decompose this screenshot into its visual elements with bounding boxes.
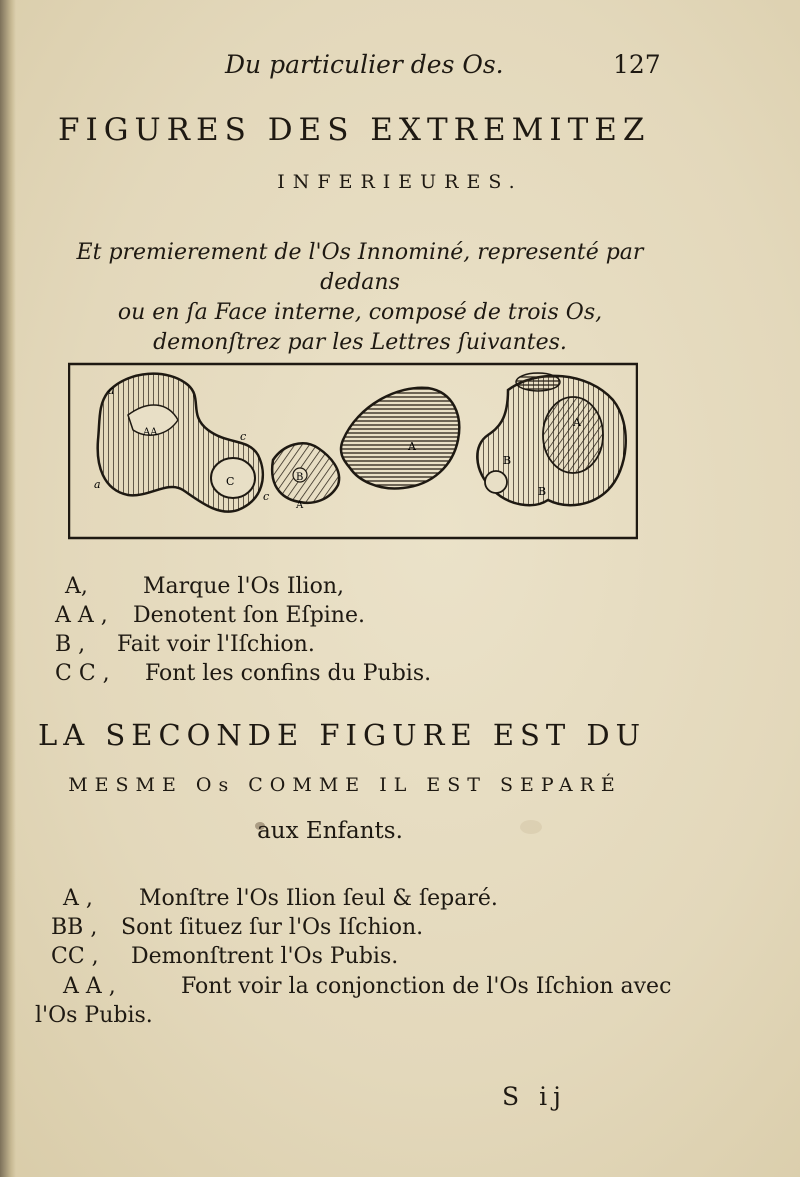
figure-label: B <box>503 454 512 467</box>
figure-label: c <box>263 490 270 503</box>
legend-key: A A , <box>55 603 108 628</box>
figure-label: B <box>296 472 304 483</box>
intro-line-1: Et premierement de l'Os Innominé, representé par dedans <box>76 240 644 295</box>
legend-key: CC , <box>51 944 99 969</box>
legend-key: A A , <box>63 974 116 999</box>
legend-text: Marque l'Os Ilion, <box>143 574 344 599</box>
legend-text: Fait voir l'Iſchion. <box>117 632 315 657</box>
section1-intro <box>40 238 680 358</box>
figure-label: A <box>296 500 304 511</box>
legend-row <box>51 913 498 942</box>
innominate-bone-right <box>477 373 625 505</box>
legend-row <box>55 601 431 630</box>
legend-second-figure <box>51 884 498 971</box>
figure-label: a <box>94 478 101 491</box>
figure-label: A <box>408 440 416 453</box>
section1-heading: FIGURES DES EXTREMITEZ <box>58 112 651 148</box>
section1-subheading: INFERIEURES. <box>277 171 523 193</box>
section2-subheading: MESME Os COMME IL EST SEPARÉ <box>68 774 622 796</box>
legend-key: A , <box>63 886 93 911</box>
intro-line-3: demonſtrez par les Lettres ſuivantes. <box>153 330 567 355</box>
legend-row <box>55 572 431 601</box>
legend-row <box>55 884 498 913</box>
legend-row <box>55 630 431 659</box>
legend-text: Monſtre l'Os Ilion ſeul & ſeparé. <box>139 886 498 911</box>
figure-label: C <box>226 475 235 488</box>
figure-label: B <box>538 485 547 498</box>
signature-mark: S ij <box>502 1082 567 1111</box>
figure-label: A <box>573 416 581 429</box>
legend-key: A, <box>65 574 88 599</box>
ilium-bone-middle <box>341 388 459 489</box>
figure-label: a <box>108 384 115 397</box>
legend-text-continuation: l'Os Pubis. <box>35 1003 153 1028</box>
legend-row <box>51 942 498 971</box>
legend-row <box>55 659 431 688</box>
innominate-bone-left <box>98 374 263 512</box>
page-number: 127 <box>613 50 661 79</box>
section2-heading: LA SECONDE FIGURE EST DU <box>38 718 647 752</box>
small-bone-middle <box>272 443 339 503</box>
section2-subheading-continued: aux Enfants. <box>257 818 403 844</box>
figure-label: c <box>240 430 247 443</box>
hip-bone-woodcut-figure <box>68 360 638 540</box>
legend-text: Font voir la conjonction de l'Os Iſchion avec <box>181 974 672 999</box>
legend-text: Demonſtrent l'Os Pubis. <box>131 944 399 969</box>
running-header: Du particulier des Os. <box>225 50 504 79</box>
legend-key: BB , <box>51 915 98 940</box>
legend-row-continued <box>35 972 671 1030</box>
legend-first-figure <box>55 572 431 688</box>
legend-text: Font les confins du Pubis. <box>145 661 432 686</box>
legend-text: Denotent ſon Eſpine. <box>133 603 365 628</box>
legend-key: C C , <box>55 661 110 686</box>
legend-key: B , <box>55 632 86 657</box>
legend-text: Sont ſituez ſur l'Os Iſchion. <box>121 915 424 940</box>
intro-line-2: ou en ſa Face interne, composé de trois Os, <box>117 300 603 325</box>
figure-label: AA <box>143 427 158 438</box>
